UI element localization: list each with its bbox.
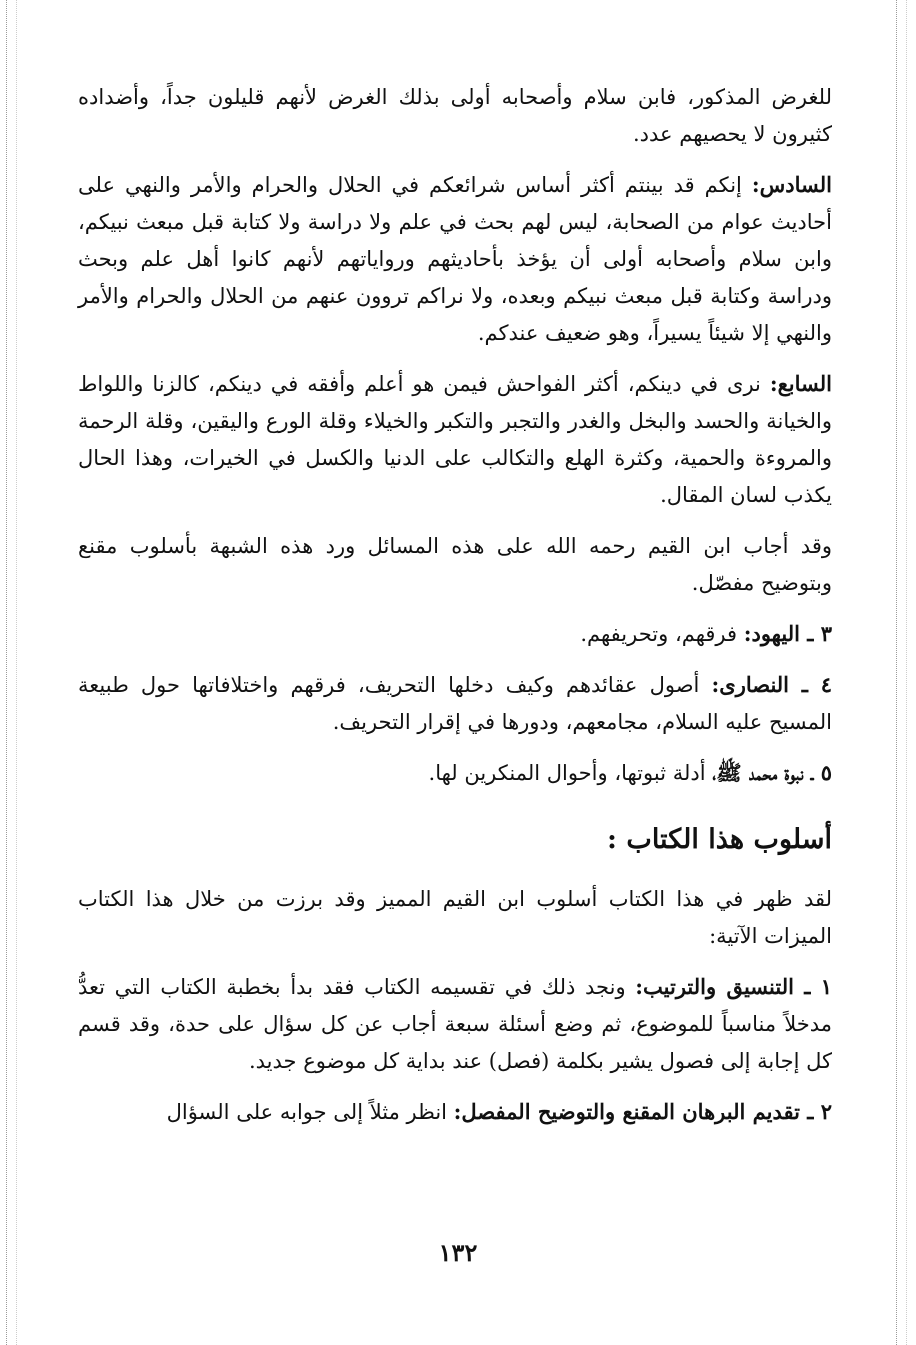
paragraph-sixth	[78, 166, 832, 352]
paragraph-lead: السابع:	[769, 371, 832, 396]
paragraph-text: إنكم قد بينتم أكثر أساس شرائعكم في الحلال والحرام والأمر والنهي على أحاديث عوام من الصحابة، ليس لهم بحث في علم ولا دراسة ولا كتابة قبل مبعث نبيكم، وابن سلام وأصحابه أولى أن يؤخذ بأحاديثهم ورواياتهم لأنهم كانوا أهل علم وبحث ودراسة وكتابة قبل مبعث نبيكم وبعده، ولا نراكم تروون عنهم من الحلال والحرام والأمر والنهي إلا شيئاً يسيراً، وهو ضعيف عندكم.	[78, 173, 832, 345]
paragraph-text: لقد ظهر في هذا الكتاب أسلوب ابن القيم المميز وقد برزت من خلال هذا الكتاب الميزات الآتية:	[78, 887, 832, 948]
paragraph-intro-continued	[78, 78, 832, 153]
list-item-text: انظر مثلاً إلى جوابه على السؤال	[166, 1100, 454, 1124]
page-edge-dots-left	[6, 0, 7, 1345]
page-edge-dots-right-outer	[906, 0, 907, 1345]
paragraph-text: للغرض المذكور، فابن سلام وأصحابه أولى بذلك الغرض لأنهم قليلون جداً، وأضداده كثيرون لا يحصيهم عدد.	[78, 85, 832, 146]
page-number: ١٣٢	[438, 1238, 478, 1267]
list-item-lead: ٣ ـ اليهود:	[743, 621, 832, 646]
paragraph-seventh	[78, 365, 832, 514]
paragraph-book-style-intro	[78, 880, 832, 955]
page-edge-dots-right	[896, 0, 897, 1345]
paragraph-text: وقد أجاب ابن القيم رحمه الله على هذه المسائل ورد هذه الشبهة بأسلوب مقنع وبتوضيح مفصّل.	[78, 534, 832, 595]
list-item-lead: ٢ ـ تقديم البرهان المقنع والتوضيح المفصل:	[453, 1099, 832, 1124]
book-page	[78, 78, 832, 1144]
list-item-text: أدلة ثبوتها، وأحوال المنكرين لها.	[428, 761, 713, 785]
paragraph-text: نرى في دينكم، أكثر الفواحش فيمن هو أعلم وأفقه في دينكم، كالزنا واللواط والخيانة والحسد والبخل والغدر والتجبر والتكبر والخيلاء وقلة الورع واليقين، وقلة الرحمة والمروءة والحمية، وكثرة الهلع والتكالب على الدنيا والكسل في الخيرات، وهذا الحال يكذب لسان المقال.	[78, 372, 832, 507]
list-item-text: أصول عقائدهم وكيف دخلها التحريف، فرقهم واختلافاتها حول طبيعة المسيح عليه السلام، مجامعهم، ودورها في إقرار التحريف.	[78, 673, 832, 734]
list-item-lead: ١ ـ التنسيق والترتيب:	[635, 974, 832, 999]
list-item-text: ونجد ذلك في تقسيمه الكتاب فقد بدأ بخطبة الكتاب التي تعدُّ مدخلاً مناسباً للموضوع، ثم وضع أسئلة سبعة أجاب عن كل سؤال على حدة، وقد قسم كل إجابة إلى فصول يشير بكلمة (فصل) عند بداية كل موضوع جديد.	[78, 975, 832, 1073]
list-item-jews	[78, 615, 832, 653]
page-edge-dots-left-inner	[16, 0, 17, 1345]
list-item-christians	[78, 666, 832, 741]
list-item-proof	[78, 1093, 832, 1131]
list-item-text: فرقهم، وتحريفهم.	[580, 622, 744, 646]
list-item-organization	[78, 968, 832, 1080]
section-heading: أسلوب هذا الكتاب :	[607, 824, 832, 855]
list-item-lead: ٥ ـ نبوة محمد ﷺ،	[712, 760, 832, 785]
paragraph-lead: السادس:	[751, 172, 832, 197]
list-item-prophethood	[78, 754, 832, 792]
paragraph-ibn-qayyim-answer	[78, 527, 832, 602]
list-item-lead: ٤ ـ النصارى:	[711, 672, 832, 697]
